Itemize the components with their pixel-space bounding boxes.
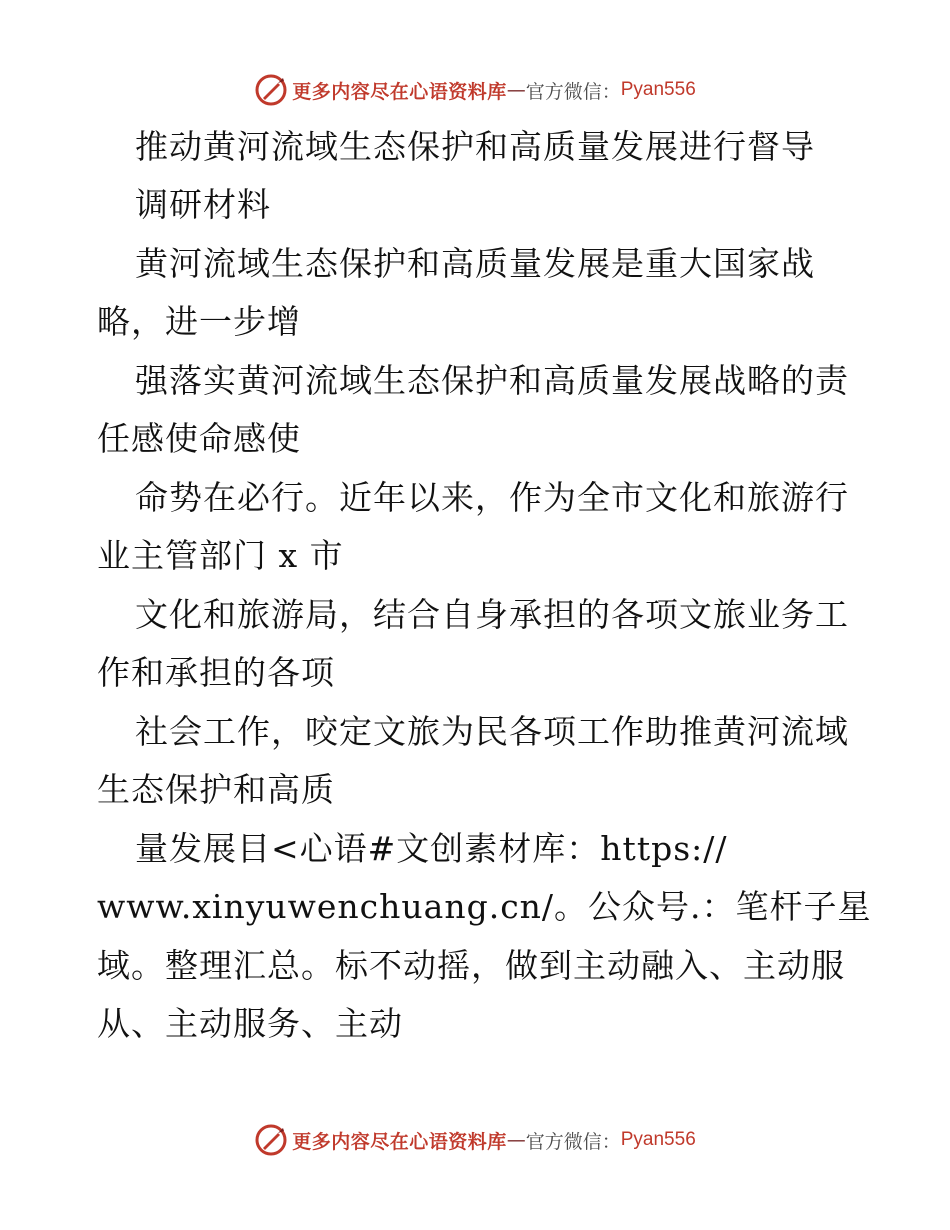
document-title-line: 推动黄河流域生态保护和高质量发展进行督导 [135, 127, 815, 166]
banner-main-text: 更多内容尽在心语资料库 [292, 80, 507, 103]
banner-wechat-label: 官方微信： [525, 80, 621, 103]
quill-logo-icon [254, 1123, 288, 1157]
paragraph-line: 文化和旅游局，结合自身承担的各项文旅业务工 [135, 595, 849, 634]
paragraph-line: 业主管部门 x 市 [97, 536, 344, 575]
paragraph-line: 任感使命感使 [97, 419, 301, 458]
banner-dash: — [506, 79, 526, 101]
header-banner [0, 70, 950, 110]
paragraph-line: 从、主动服务、主动 [97, 1004, 403, 1043]
paragraph-line: www.xinyuwenchuang.cn/。公众号.：笔杆子星 [97, 887, 872, 926]
paragraph-line: 生态保护和高质 [97, 770, 335, 809]
footer-banner [0, 1120, 950, 1160]
paragraph-line: 量发展目<心语#文创素材库：https:// [135, 829, 728, 868]
paragraph-line: 命势在必行。近年以来，作为全市文化和旅游行 [135, 478, 849, 517]
paragraph-line: 作和承担的各项 [97, 653, 335, 692]
banner-wechat-id: Pyan556 [620, 1129, 696, 1150]
paragraph-line: 略，进一步增 [97, 302, 301, 341]
quill-logo-icon [254, 73, 288, 107]
banner-main-text: 更多内容尽在心语资料库 [292, 1130, 507, 1153]
banner-wechat-id: Pyan556 [620, 79, 696, 100]
paragraph-line: 社会工作，咬定文旅为民各项工作助推黄河流域 [135, 712, 849, 751]
banner-dash: — [506, 1129, 526, 1151]
banner-wechat-label: 官方微信： [525, 1130, 621, 1153]
document-title-line: 调研材料 [135, 185, 271, 224]
paragraph-line: 域。整理汇总。标不动摇，做到主动融入、主动服 [97, 946, 845, 985]
paragraph-line: 黄河流域生态保护和高质量发展是重大国家战 [135, 244, 815, 283]
paragraph-line: 强落实黄河流域生态保护和高质量发展战略的责 [135, 361, 849, 400]
